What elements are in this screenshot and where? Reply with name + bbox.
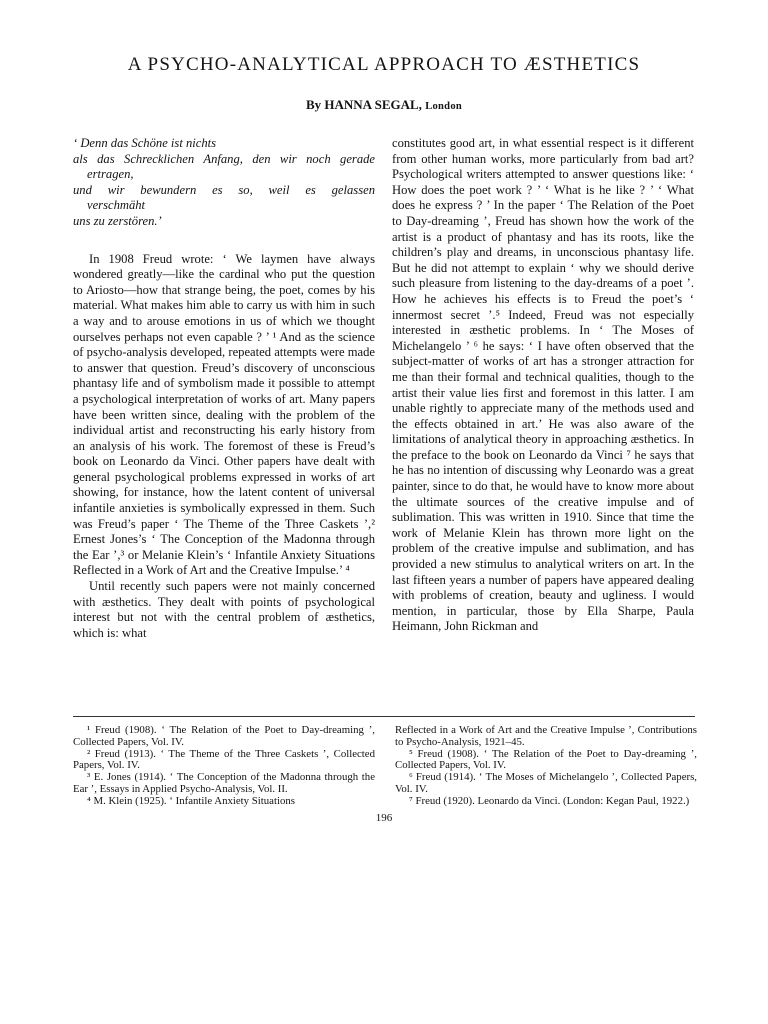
page-number: 196 xyxy=(375,812,393,824)
footnote: ³ E. Jones (1914). ‘ The Conception of the Madonna through the Ear ’, Essays in Applied Psycho-Analysis, Vol. II. xyxy=(73,771,375,795)
body-paragraph: constitutes good art, in what essential respect is it different from other human works, more particularly from bad art? Psychological writers attempted to answer questions like: ‘ How does the poet work ? ’ ‘ What is he like ? ’ ‘ What does he express ? ’ In the paper ‘ The Relation of the Poet to Day-dreaming ’, Freud has shown how the work of the artist is a product of phantasy and has its roots, like the children’s play and dreams, in unconscious phantasy life. But he did not attempt to explain ‘ why we should derive such pleasure from listening to the day-dreams of a poet ’. How he achieves his effects is to Freud the poet’s ‘ innermost secret ’.⁵ Indeed, Freud was not especially interested in æsthetic problems. In ‘ The Moses of Michelangelo ’ ⁶ he says: ‘ I have often observed that the subject-matter of works of art has a stronger attraction for me than their formal and technical qualities, though to the artist their value lies first and foremost in this latter. I am unable rightly to appreciate many of the methods used and the effects obtained in art.’ He was also aware of the limitations of analytical theory in approaching æsthetics. In the preface to the book on Leonardo da Vinci ⁷ he says that he has no intention of discussing why Leonardo was a great painter, since to do that, he would have to know more about the ultimate sources of the creative impulse and of sublimation. This was written in 1910. Since that time the work of Melanie Klein has thrown more light on the problem of the creative impulse and sublimation, and has provided a new stimulus to analytical writers on art. In the last fifteen years a number of papers have appeared dealing with problems of creation, beauty and ugliness. I would mention, in particular, those by Ella Sharpe, Paula Heimann, John Rickman and xyxy=(392,136,694,634)
footnotes-left xyxy=(73,725,375,808)
footnote: ² Freud (1913). ‘ The Theme of the Three Caskets ’, Collected Papers, Vol. IV. xyxy=(73,747,375,772)
body-paragraph: Until recently such papers were not mainly concerned with æsthetics. They dealt with points of psychological interest but not with the central problem of æsthetics, which is: what xyxy=(73,579,375,640)
footnote: ¹ Freud (1908). ‘ The Relation of the Poet to Day-dreaming ’, Collected Papers, Vol. IV. xyxy=(73,724,375,748)
footnotes-right xyxy=(395,725,697,808)
author-location: London xyxy=(425,101,463,112)
left-column xyxy=(73,136,375,641)
footnote-divider xyxy=(73,716,695,717)
footnote: ⁴ M. Klein (1925). ‘ Infantile Anxiety Situations xyxy=(87,794,295,807)
byline xyxy=(0,97,768,113)
right-column xyxy=(392,136,694,635)
footnote: ⁵ Freud (1908). ‘ The Relation of the Poet to Day-dreaming ’, Collected Papers, Vol. IV. xyxy=(395,747,697,772)
epigraph-line: ‘ Denn das Schöne ist nichts xyxy=(73,136,217,150)
article-title: A PSYCHO-ANALYTICAL APPROACH TO ÆSTHETICS xyxy=(127,54,641,75)
epigraph-line: und wir bewundern es so, weil es gelassen xyxy=(73,182,375,197)
epigraph xyxy=(73,136,375,230)
author-name: By HANNA SEGAL, xyxy=(305,97,422,112)
footnote: ⁶ Freud (1914). ‘ The Moses of Michelangelo ’, Collected Papers, Vol. IV. xyxy=(395,771,697,795)
epigraph-line: uns zu zerstören.’ xyxy=(73,213,162,228)
epigraph-line: als das Schrecklichen Anfang, den wir noch gerade xyxy=(73,151,375,166)
footnote: ⁷ Freud (1920). Leonardo da Vinci. (London: Kegan Paul, 1922.) xyxy=(409,794,690,807)
footnote: Reflected in a Work of Art and the Creative Impulse ’, Contributions to Psycho-Analysis, 1921–45. xyxy=(395,724,697,748)
epigraph-line: verschmäht xyxy=(87,198,146,213)
body-paragraph: In 1908 Freud wrote: ‘ We laymen have always wondered greatly—like the cardinal who put the question to Ariosto—how that strange being, the poet, comes by his material. What makes him able to carry us with him in such a way and to arouse emotions in us of which we thought ourselves perhaps not even capable ? ’ ¹ And as the science of psycho-analysis developed, repeated attempts were made to answer that question. Freud’s discovery of unconscious phantasy life and of symbolism made it possible to attempt a psychological interpretation of works of art. Many papers have been written since, dealing with the problem of the individual artist and reconstructing his early history from an analysis of his work. The foremost of these is Freud’s book on Leonardo da Vinci. Other papers have dealt with general psychological problems expressed in works of art showing, for instance, how the latent content of universal infantile anxieties is symbolically expressed in them. Such was Freud’s paper ‘ The Theme of the Three Caskets ’,² Ernest Jones’s ‘ The Conception of the Madonna through the Ear ’,³ or Melanie Klein’s ‘ Infantile Anxiety Situations Reflected in a Work of Art and the Creative Impulse.’ ⁴ xyxy=(73,251,375,578)
epigraph-line: ertragen, xyxy=(87,167,134,182)
